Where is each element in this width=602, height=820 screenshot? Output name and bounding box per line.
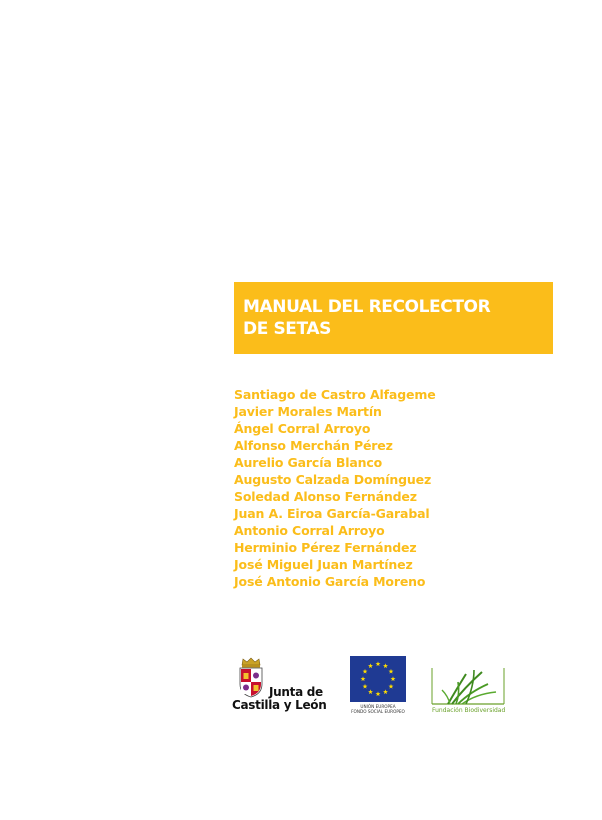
- author-name: Santiago de Castro Alfageme: [234, 387, 436, 402]
- author-name: Antonio Corral Arroyo: [234, 523, 385, 538]
- author-name: Alfonso Merchán Pérez: [234, 438, 393, 453]
- fb-logo: [430, 664, 506, 716]
- author-list: [234, 386, 564, 590]
- author-name: Juan A. Eiroa García-Garabal: [234, 506, 430, 521]
- grass-icon: [430, 664, 506, 706]
- title-line-1: MANUAL DEL RECOLECTOR: [243, 297, 491, 317]
- eu-flag-icon: [350, 656, 406, 702]
- author-name: Ángel Corral Arroyo: [234, 421, 371, 436]
- author-name: Javier Morales Martín: [234, 404, 382, 419]
- jcyl-logo: [232, 656, 332, 712]
- author-name: Soledad Alonso Fernández: [234, 489, 417, 504]
- author-name: José Miguel Juan Martínez: [234, 557, 413, 572]
- ue-line-1: UNIÓN EUROPEA: [360, 704, 396, 709]
- fb-name: Fundación Biodiversidad: [432, 707, 506, 714]
- jcyl-line-1: Junta de: [269, 685, 323, 699]
- ue-logo: [346, 656, 410, 716]
- author-name: Herminio Pérez Fernández: [234, 540, 417, 555]
- coat-of-arms-icon: [236, 656, 266, 698]
- author-name: José Antonio García Moreno: [234, 574, 426, 589]
- title-box: [234, 282, 553, 354]
- title-line-2: DE SETAS: [243, 319, 331, 339]
- author-name: Aurelio García Blanco: [234, 455, 383, 470]
- ue-line-2: FONDO SOCIAL EUROPEO: [351, 709, 405, 714]
- jcyl-line-2: Castilla y León: [232, 698, 327, 712]
- author-name: Augusto Calzada Domínguez: [234, 472, 432, 487]
